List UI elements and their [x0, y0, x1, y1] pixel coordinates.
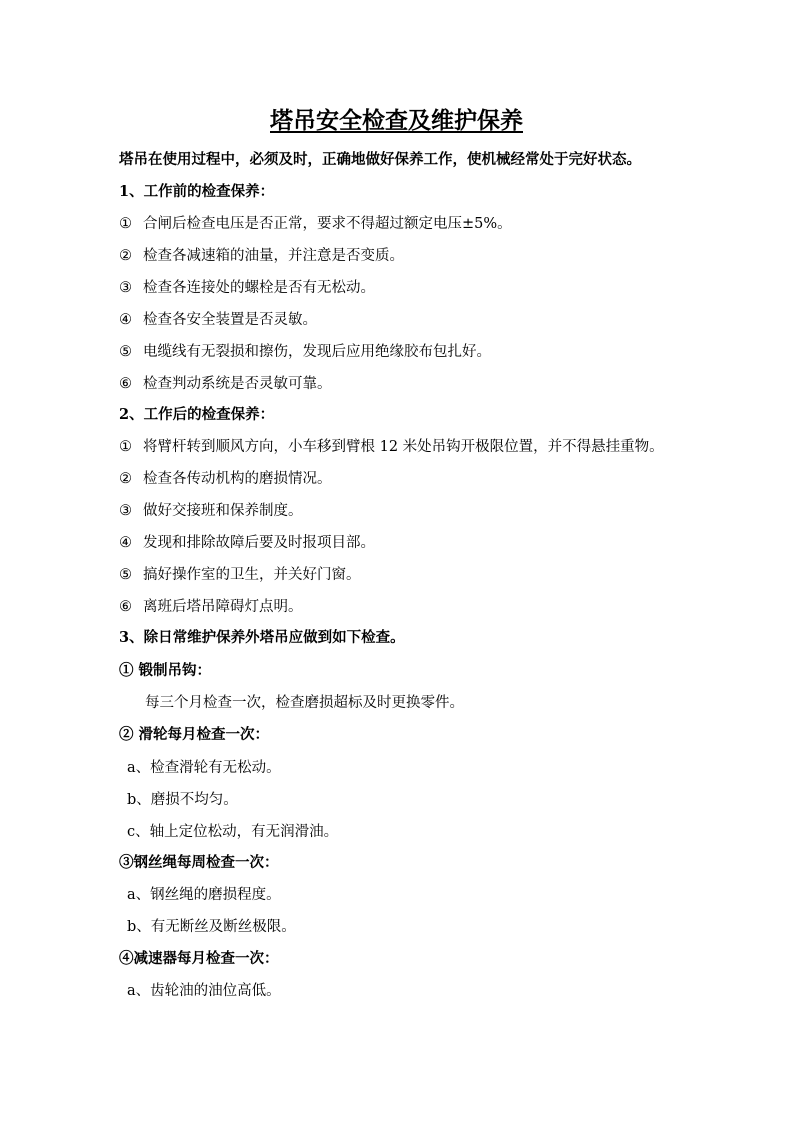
item-text: 电缆线有无裂损和擦伤，发现后应用绝缘胶布包扎好。 [143, 344, 491, 360]
item-marker: ① [119, 439, 132, 455]
item-text: 搞好操作室的卫生，并关好门窗。 [143, 567, 361, 583]
section1-heading: 1、工作前的检查保养： [119, 183, 275, 200]
item-marker: ⑤ [119, 344, 132, 360]
section3-heading: 3、除日常维护保养外塔吊应做到如下检查。 [119, 629, 405, 646]
item-marker: ④ [119, 312, 132, 328]
list-item [119, 374, 332, 394]
list-item [119, 533, 375, 553]
item-marker: ⑥ [119, 599, 132, 615]
list-item [119, 214, 512, 234]
list-item [119, 278, 375, 298]
pulley-heading: ② 滑轮每月检查一次： [119, 726, 270, 743]
item-text: 合闸后检查电压是否正常，要求不得超过额定电压±5%。 [143, 216, 512, 232]
list-item: a、钢丝绳的磨损程度。 [127, 887, 281, 903]
list-item [119, 565, 361, 585]
list-item: b、有无断丝及断丝极限。 [127, 919, 296, 935]
item-text: 做好交接班和保养制度。 [143, 503, 303, 519]
item-marker: ③ [119, 503, 132, 519]
section2-heading: 2、工作后的检查保养： [119, 406, 275, 423]
list-item: c、轴上定位松动，有无润滑油。 [127, 824, 339, 840]
item-text: 发现和排除故障后要及时报项目部。 [143, 535, 375, 551]
page-title: 塔吊安全检查及维护保养 [270, 107, 523, 134]
list-item [119, 310, 317, 330]
list-item [119, 342, 491, 362]
list-item [119, 501, 303, 521]
list-item: a、齿轮油的油位高低。 [127, 983, 281, 999]
item-text: 将臂杆转到顺风方向，小车移到臂根 12 米处吊钩开极限位置，并不得悬挂重物。 [143, 439, 664, 455]
item-marker: ② [119, 471, 132, 487]
list-item [119, 246, 404, 266]
item-marker: ③ [119, 280, 132, 296]
hook-heading: ① 锻制吊钩： [119, 662, 212, 679]
item-text: 检查各连接处的螺栓是否有无松动。 [143, 280, 375, 296]
list-item: b、磨损不均匀。 [127, 792, 238, 808]
item-marker: ⑤ [119, 567, 132, 583]
item-text: 检查判动系统是否灵敏可靠。 [143, 376, 332, 392]
item-marker: ① [119, 216, 132, 232]
hook-detail: 每三个月检查一次，检查磨损超标及时更换零件。 [145, 695, 464, 711]
intro-text: 塔吊在使用过程中，必须及时，正确地做好保养工作，使机械经常处于完好状态。 [119, 151, 641, 168]
list-item [119, 437, 664, 457]
item-marker: ② [119, 248, 132, 264]
rope-heading: ③钢丝绳每周检查一次： [119, 854, 279, 871]
item-text: 检查各减速箱的油量，并注意是否变质。 [143, 248, 404, 264]
item-text: 离班后塔吊障碍灯点明。 [143, 599, 303, 615]
list-item [119, 469, 332, 489]
list-item: a、检查滑轮有无松动。 [127, 760, 281, 776]
list-item [119, 597, 303, 617]
item-text: 检查各安全装置是否灵敏。 [143, 312, 317, 328]
item-marker: ⑥ [119, 376, 132, 392]
item-text: 检查各传动机构的磨损情况。 [143, 471, 332, 487]
reducer-heading: ④减速器每月检查一次： [119, 950, 279, 967]
item-marker: ④ [119, 535, 132, 551]
